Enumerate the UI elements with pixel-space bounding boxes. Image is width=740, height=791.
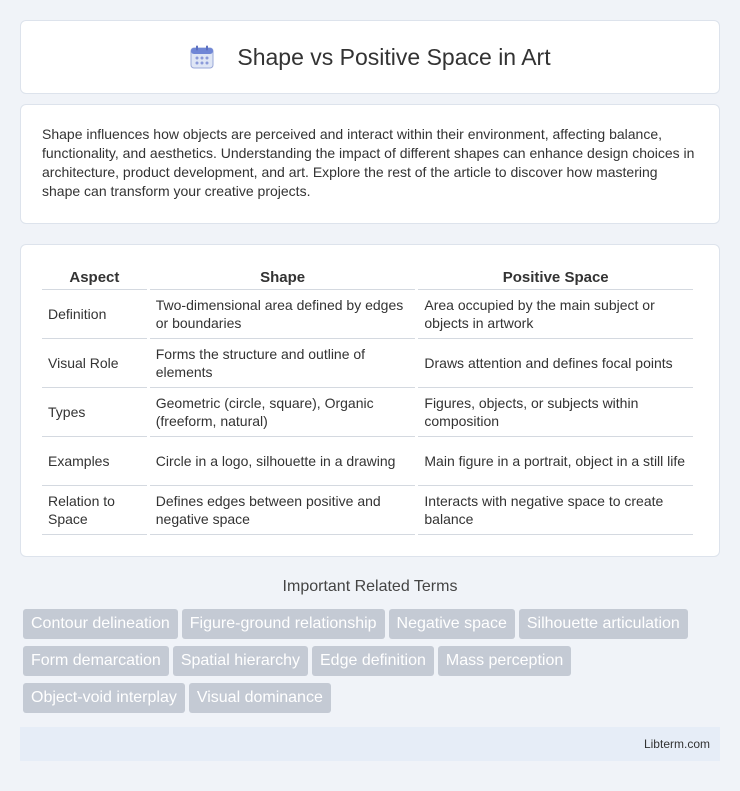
table-cell: Main figure in a portrait, object in a still life (418, 437, 693, 486)
table-row (42, 339, 693, 388)
intro-section (20, 104, 720, 224)
table-cell: Visual Role (42, 339, 147, 388)
term-tag[interactable]: Silhouette articulation (519, 609, 688, 639)
table-cell: Definition (42, 290, 147, 339)
column-header-positive-space: Positive Space (418, 265, 693, 290)
term-tag[interactable]: Figure-ground relationship (182, 609, 385, 639)
table-cell: Figures, objects, or subjects within composition (418, 388, 693, 437)
term-tag[interactable]: Spatial hierarchy (173, 646, 308, 676)
table-cell: Forms the structure and outline of elements (150, 339, 416, 388)
comparison-table (39, 265, 696, 535)
related-terms-title: Important Related Terms (282, 578, 458, 595)
table-cell: Relation to Space (42, 486, 147, 535)
term-tag[interactable]: Form demarcation (23, 646, 169, 676)
term-tag[interactable]: Object-void interplay (23, 683, 185, 713)
comparison-table-card (20, 244, 720, 557)
calendar-icon (189, 44, 215, 70)
table-row (42, 388, 693, 437)
table-cell: Interacts with negative space to create balance (418, 486, 693, 535)
footer-site-link[interactable]: Libterm.com (643, 737, 710, 751)
table-cell: Circle in a logo, silhouette in a drawing (150, 437, 416, 486)
table-cell: Two-dimensional area defined by edges or boundaries (150, 290, 416, 339)
table-cell: Geometric (circle, square), Organic (freeform, natural) (150, 388, 416, 437)
intro-text: Shape influences how objects are perceived and interact within their environment, affecting balance, functionality, and aesthetics. Understanding the impact of different shapes can enhance design choices in architecture, product development, and art. Explore the rest of the article to discover how mastering shape can transform your creative projects. (42, 126, 695, 199)
table-cell: Examples (42, 437, 147, 486)
table-cell: Draws attention and defines focal points (418, 339, 693, 388)
table-cell: Types (42, 388, 147, 437)
term-tag[interactable]: Negative space (389, 609, 515, 639)
table-header-row (42, 265, 693, 290)
term-tag[interactable]: Visual dominance (189, 683, 331, 713)
footer (20, 727, 720, 761)
table-cell: Defines edges between positive and negative space (150, 486, 416, 535)
term-tag[interactable]: Mass perception (438, 646, 571, 676)
page-header (20, 20, 720, 94)
table-cell: Area occupied by the main subject or objects in artwork (418, 290, 693, 339)
page-title: Shape vs Positive Space in Art (237, 43, 551, 70)
term-tag[interactable]: Edge definition (312, 646, 434, 676)
related-terms-list (23, 609, 723, 720)
table-row (42, 290, 693, 339)
table-row (42, 437, 693, 486)
table-row (42, 486, 693, 535)
term-tag[interactable]: Contour delineation (23, 609, 178, 639)
column-header-aspect: Aspect (42, 265, 147, 290)
column-header-shape: Shape (150, 265, 416, 290)
